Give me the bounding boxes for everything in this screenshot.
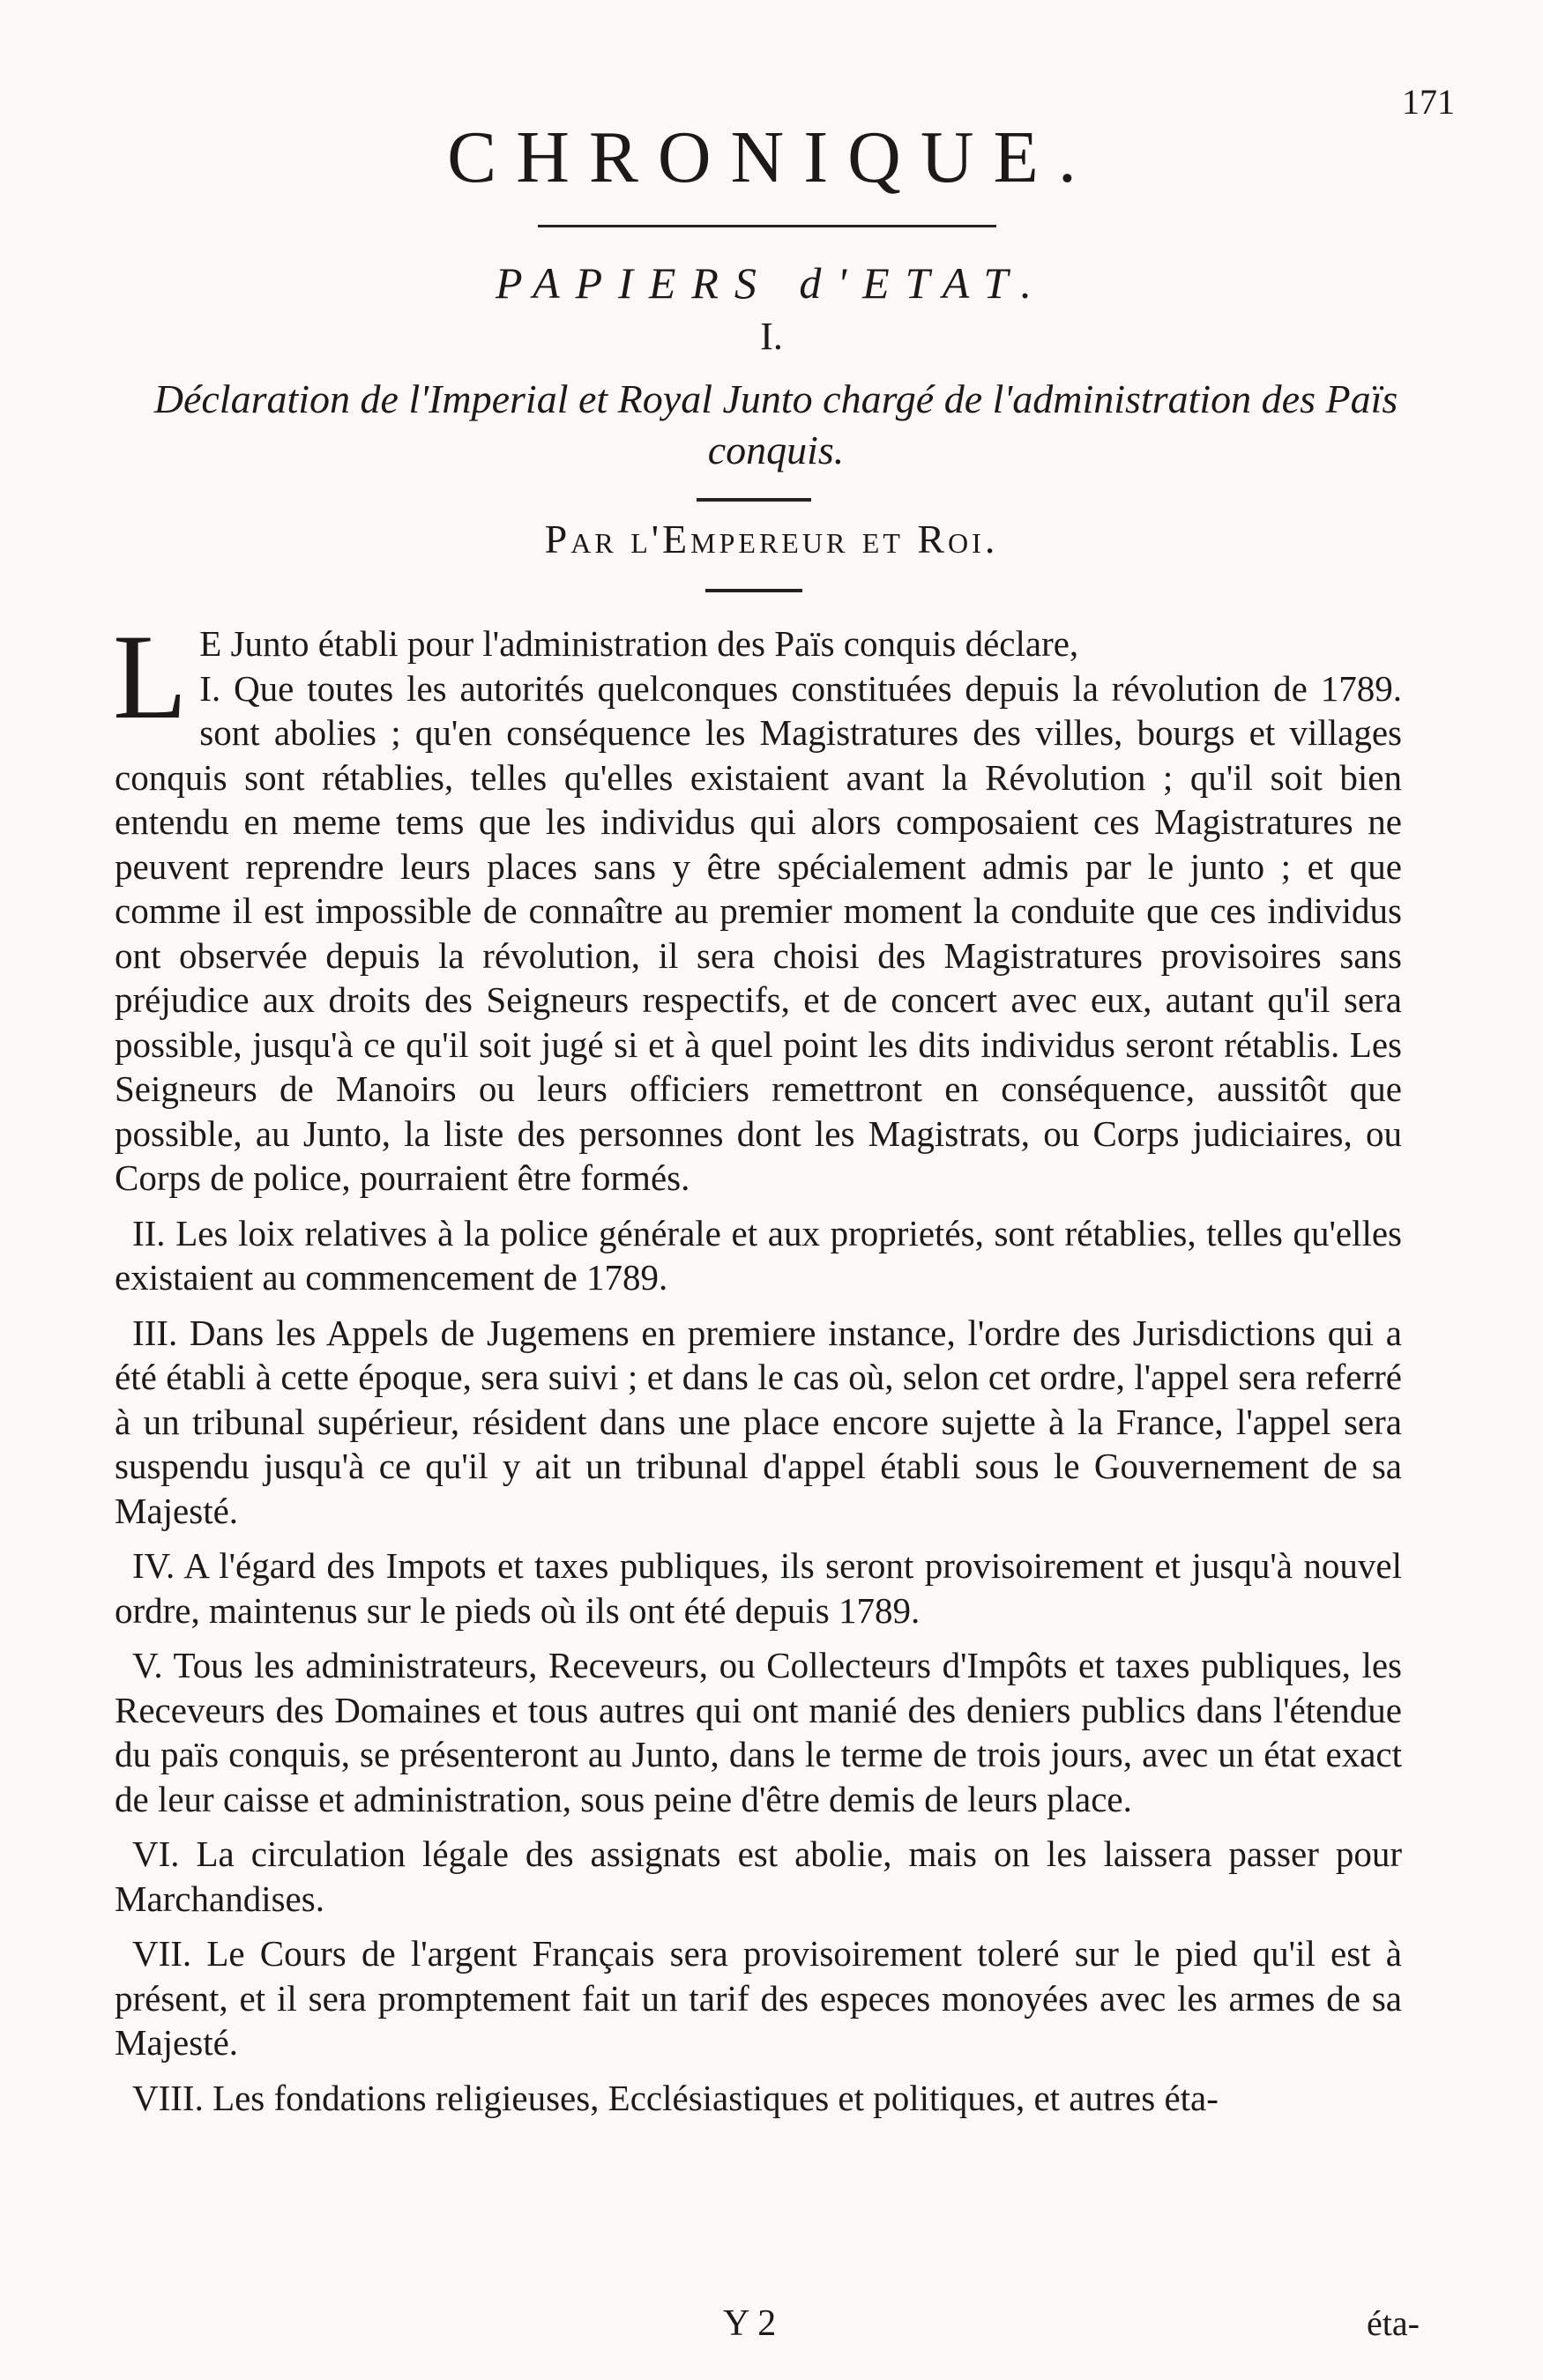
document-title: Déclaration de l'Imperial et Royal Junto chargé de l'administration des Païs conquis. [153, 376, 1398, 472]
chronicle-title: CHRONIQUE. [447, 116, 1096, 198]
short-rule [697, 498, 811, 502]
page-number: 171 [1402, 82, 1455, 122]
article-2: II. Les loix relatives à la police générale et aux proprietés, sont rétablies, telles qu'elles existaient au commencement de 1789. [115, 1212, 1402, 1298]
article-8: VIII. Les fondations religieuses, Ecclésiastiques et politiques, et autres éta- [132, 2077, 1219, 2118]
article-3: III. Dans les Appels de Jugemens en premiere instance, l'ordre des Jurisdictions qui a été établi à cette époque, sera suivi ; et dans le cas où, selon cet ordre, l'appel sera referré à un tribunal supérieur, résident dans une place encore sujette à la France, l'appel sera suspendu jusqu'à ce qu'il y ait un tribunal d'appel établi sous le Gouvernement de sa Majesté. [115, 1312, 1402, 1531]
intro-text: E Junto établi pour l'administration des Païs conquis déclare, [199, 623, 1079, 664]
catchword: éta- [1367, 2303, 1420, 2343]
drop-cap: L [113, 609, 188, 744]
short-rule [705, 589, 802, 592]
authority-line: Par l'Empereur et Roi. [544, 517, 999, 562]
title-rule [538, 225, 996, 227]
intro-paragraph [113, 609, 1402, 1201]
article-7: VII. Le Cours de l'argent Français sera provisoirement toleré sur le pied qu'il est à présent, et il sera promptement fait un tarif des especes monoyées avec les armes de sa Majesté. [115, 1933, 1402, 2063]
section-title: PAPIERS d'ETAT. [495, 258, 1048, 308]
declaration-text [113, 609, 1402, 2131]
article-6: VI. La circulation légale des assignats est abolie, mais on les laissera passer pour Marchandises. [115, 1833, 1402, 1919]
page-footer [0, 2302, 1543, 2347]
signature-mark: Y 2 [723, 2303, 777, 2344]
article-5: V. Tous les administrateurs, Receveurs, ou Collecteurs d'Impôts et taxes publiques, les Receveurs des Domaines et tous autres qui ont manié des deniers publics dans l'étendue du païs conquis, se présenteront au Junto, dans le terme de trois jours, avec un état exact de leur caisse et administration, sous peine d'être demis de leurs place. [115, 1645, 1402, 1819]
article-1: I. Que toutes les autorités quelconques constituées depuis la révolution de 1789. sont abolies ; qu'en conséquence les Magistratures des villes, bourgs et villages conquis sont rétablies, telles qu'elles existaient avant la Révolution ; qu'il soit bien entendu en meme tems que les individus qui alors composaient ces Magistratures ne peuvent reprendre leurs places sans y être spécialement admis par le junto ; et que comme il est impossible de connaître au premier moment la conduite que ces individus ont observée depuis la révolution, il sera choisi des Magistratures provisoires sans préjudice aux droits des Seigneurs respectifs, et de concert avec eux, autant qu'il sera possible, jusqu'à ce qu'il soit jugé si et à quel point les dits individus seront rétablis. Les Seigneurs de Manoirs ou leurs officiers remettront en conséquence, aussitôt que possible, au Junto, la liste des personnes dont les Magistrats, ou Corps judiciaires, ou Corps de police, pourraient être formés. [115, 667, 1402, 1198]
article-4: IV. A l'égard des Impots et taxes publiques, ils seront provisoirement et jusqu'à nouvel ordre, maintenus sur le pieds où ils ont été depuis 1789. [115, 1545, 1402, 1631]
document-number: I. [760, 315, 783, 358]
